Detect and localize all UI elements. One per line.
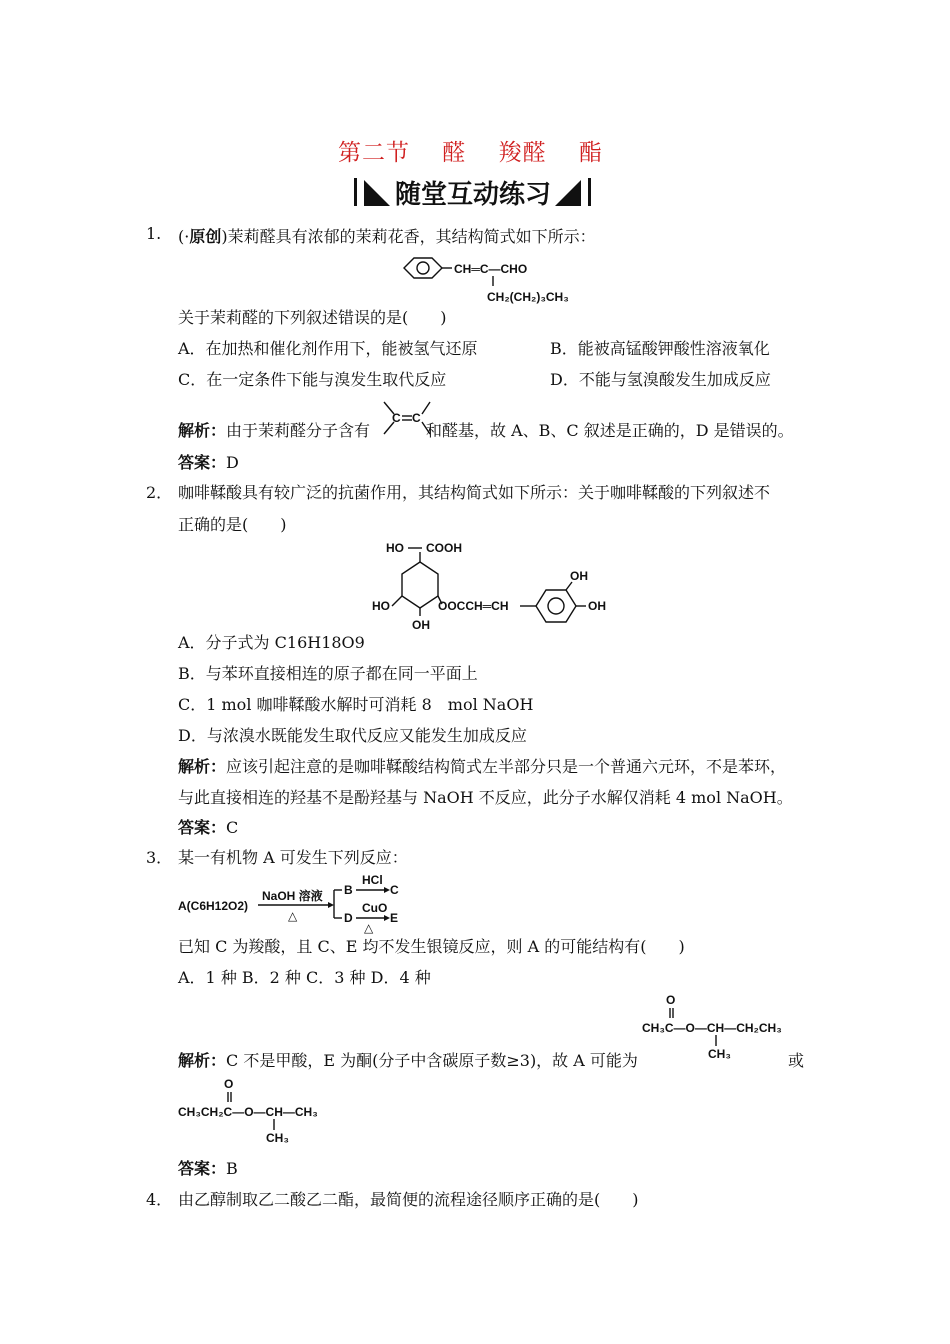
q3-ester-structure-2 bbox=[178, 1074, 348, 1146]
q1-formula-top: CH═C—CHO bbox=[454, 262, 528, 276]
q3-number: 3． bbox=[146, 848, 173, 867]
svg-text:E: E bbox=[390, 911, 399, 925]
svg-text:OH: OH bbox=[570, 569, 588, 583]
svg-text:COOH: COOH bbox=[426, 541, 462, 555]
q1-tag: 原创 bbox=[189, 227, 222, 246]
svg-text:O: O bbox=[666, 993, 676, 1007]
q1-option-a: A．在加热和催化剂作用下，能被氢气还原 bbox=[178, 339, 478, 358]
svg-text:OOCCH═CH: OOCCH═CH bbox=[438, 599, 509, 613]
svg-text:NaOH 溶液: NaOH 溶液 bbox=[262, 889, 323, 903]
svg-text:HO: HO bbox=[386, 541, 404, 555]
q3-known: 已知 C 为羧酸，且 C、E 均不发生银镜反应，则 A 的可能结构有( ) bbox=[178, 937, 685, 956]
q1-jasmine-aldehyde-structure bbox=[398, 252, 598, 306]
q2-option-c: C．1 mol 咖啡鞣酸水解时可消耗 8 mol NaOH bbox=[178, 695, 534, 714]
svg-text:CH₃: CH₃ bbox=[708, 1047, 731, 1061]
q1-option-c: C．在一定条件下能与溴发生取代反应 bbox=[178, 370, 447, 389]
q2-option-a: A．分子式为 C16H18O9 bbox=[178, 633, 365, 652]
q1-answer: 答案：D bbox=[178, 453, 239, 472]
q2-stem-line2: 正确的是( ) bbox=[178, 515, 287, 534]
svg-text:HO: HO bbox=[372, 599, 390, 613]
q2-analysis-line2: 与此直接相连的羟基不是酚羟基与 NaOH 不反应，此分子水解仅消耗 4 mol NaOH。 bbox=[178, 788, 793, 807]
svg-text:O: O bbox=[224, 1077, 234, 1091]
q1-question: 关于茉莉醛的下列叙述错误的是( ) bbox=[178, 308, 447, 327]
q3-reaction-scheme bbox=[178, 874, 418, 934]
q3-ester-structure-1 bbox=[640, 990, 810, 1060]
banner-text: 随堂互动练习 bbox=[395, 180, 552, 210]
section-banner bbox=[352, 174, 594, 210]
q1-option-b: B．能被高锰酸钾酸性溶液氧化 bbox=[550, 339, 770, 358]
q1-option-d: D．不能与氢溴酸发生加成反应 bbox=[550, 370, 771, 389]
svg-text:A(C6H12O2): A(C6H12O2) bbox=[178, 899, 249, 913]
q1-number: 1. bbox=[146, 224, 162, 243]
svg-text:OH: OH bbox=[588, 599, 606, 613]
svg-text:HCl: HCl bbox=[362, 873, 383, 887]
q2-analysis-line1: 解析：应该引起注意的是咖啡鞣酸结构简式左半部分只是一个普通六元环，不是苯环， bbox=[178, 757, 787, 776]
q2-option-b: B．与苯环直接相连的原子都在同一平面上 bbox=[178, 664, 478, 683]
svg-text:C: C bbox=[412, 411, 421, 425]
q3-analysis-or: 或 bbox=[788, 1051, 805, 1070]
q3-answer: 答案：B bbox=[178, 1159, 238, 1178]
q3-stem: 某一有机物 A 可发生下列反应： bbox=[178, 848, 408, 867]
q2-stem-line1: 咖啡鞣酸具有较广泛的抗菌作用，其结构简式如下所示：关于咖啡鞣酸的下列叙述不 bbox=[178, 483, 771, 502]
svg-text:D: D bbox=[344, 911, 353, 925]
page-title: 第二节 醛 羧醛 酯 bbox=[338, 140, 603, 166]
svg-text:C: C bbox=[390, 883, 399, 897]
svg-text:△: △ bbox=[288, 909, 298, 923]
svg-text:CH₃C—O—CH—CH₂CH₃: CH₃C—O—CH—CH₂CH₃ bbox=[642, 1021, 782, 1035]
q2-answer: 答案：C bbox=[178, 818, 239, 837]
svg-text:△: △ bbox=[364, 921, 374, 935]
q2-option-d: D．与浓溴水既能发生取代反应又能发生加成反应 bbox=[178, 726, 527, 745]
q4-stem: 由乙醇制取乙二酸乙二酯，最简便的流程途径顺序正确的是( ) bbox=[178, 1190, 639, 1209]
svg-text:B: B bbox=[344, 883, 353, 897]
q2-number: 2． bbox=[146, 483, 173, 502]
svg-text:CH₃CH₂C—O—CH—CH₃: CH₃CH₂C—O—CH—CH₃ bbox=[178, 1105, 318, 1119]
q2-chlorogenic-acid-structure bbox=[370, 538, 620, 634]
q1-analysis: 解析：由于茉莉醛分子含有 和醛基，故 A、B、C 叙述是正确的，D 是错误的。 bbox=[178, 421, 794, 440]
svg-text:CuO: CuO bbox=[362, 901, 388, 915]
q3-options: A．1 种 B．2 种 C．3 种 D．4 种 bbox=[178, 968, 431, 987]
q1-cc-double-bond-icon bbox=[378, 398, 434, 438]
q4-number: 4． bbox=[146, 1190, 173, 1209]
svg-text:CH₃: CH₃ bbox=[266, 1131, 289, 1145]
svg-text:C: C bbox=[392, 411, 401, 425]
q1-stem: (·原创)茉莉醛具有浓郁的茉莉花香，其结构简式如下所示： bbox=[178, 227, 596, 246]
q3-analysis: 解析：C 不是甲酸，E 为酮(分子中含碳原子数≥3)，故 A 可能为 bbox=[178, 1051, 638, 1070]
svg-text:OH: OH bbox=[412, 618, 430, 632]
q1-formula-bottom: CH₂(CH₂)₃CH₃ bbox=[487, 290, 569, 304]
